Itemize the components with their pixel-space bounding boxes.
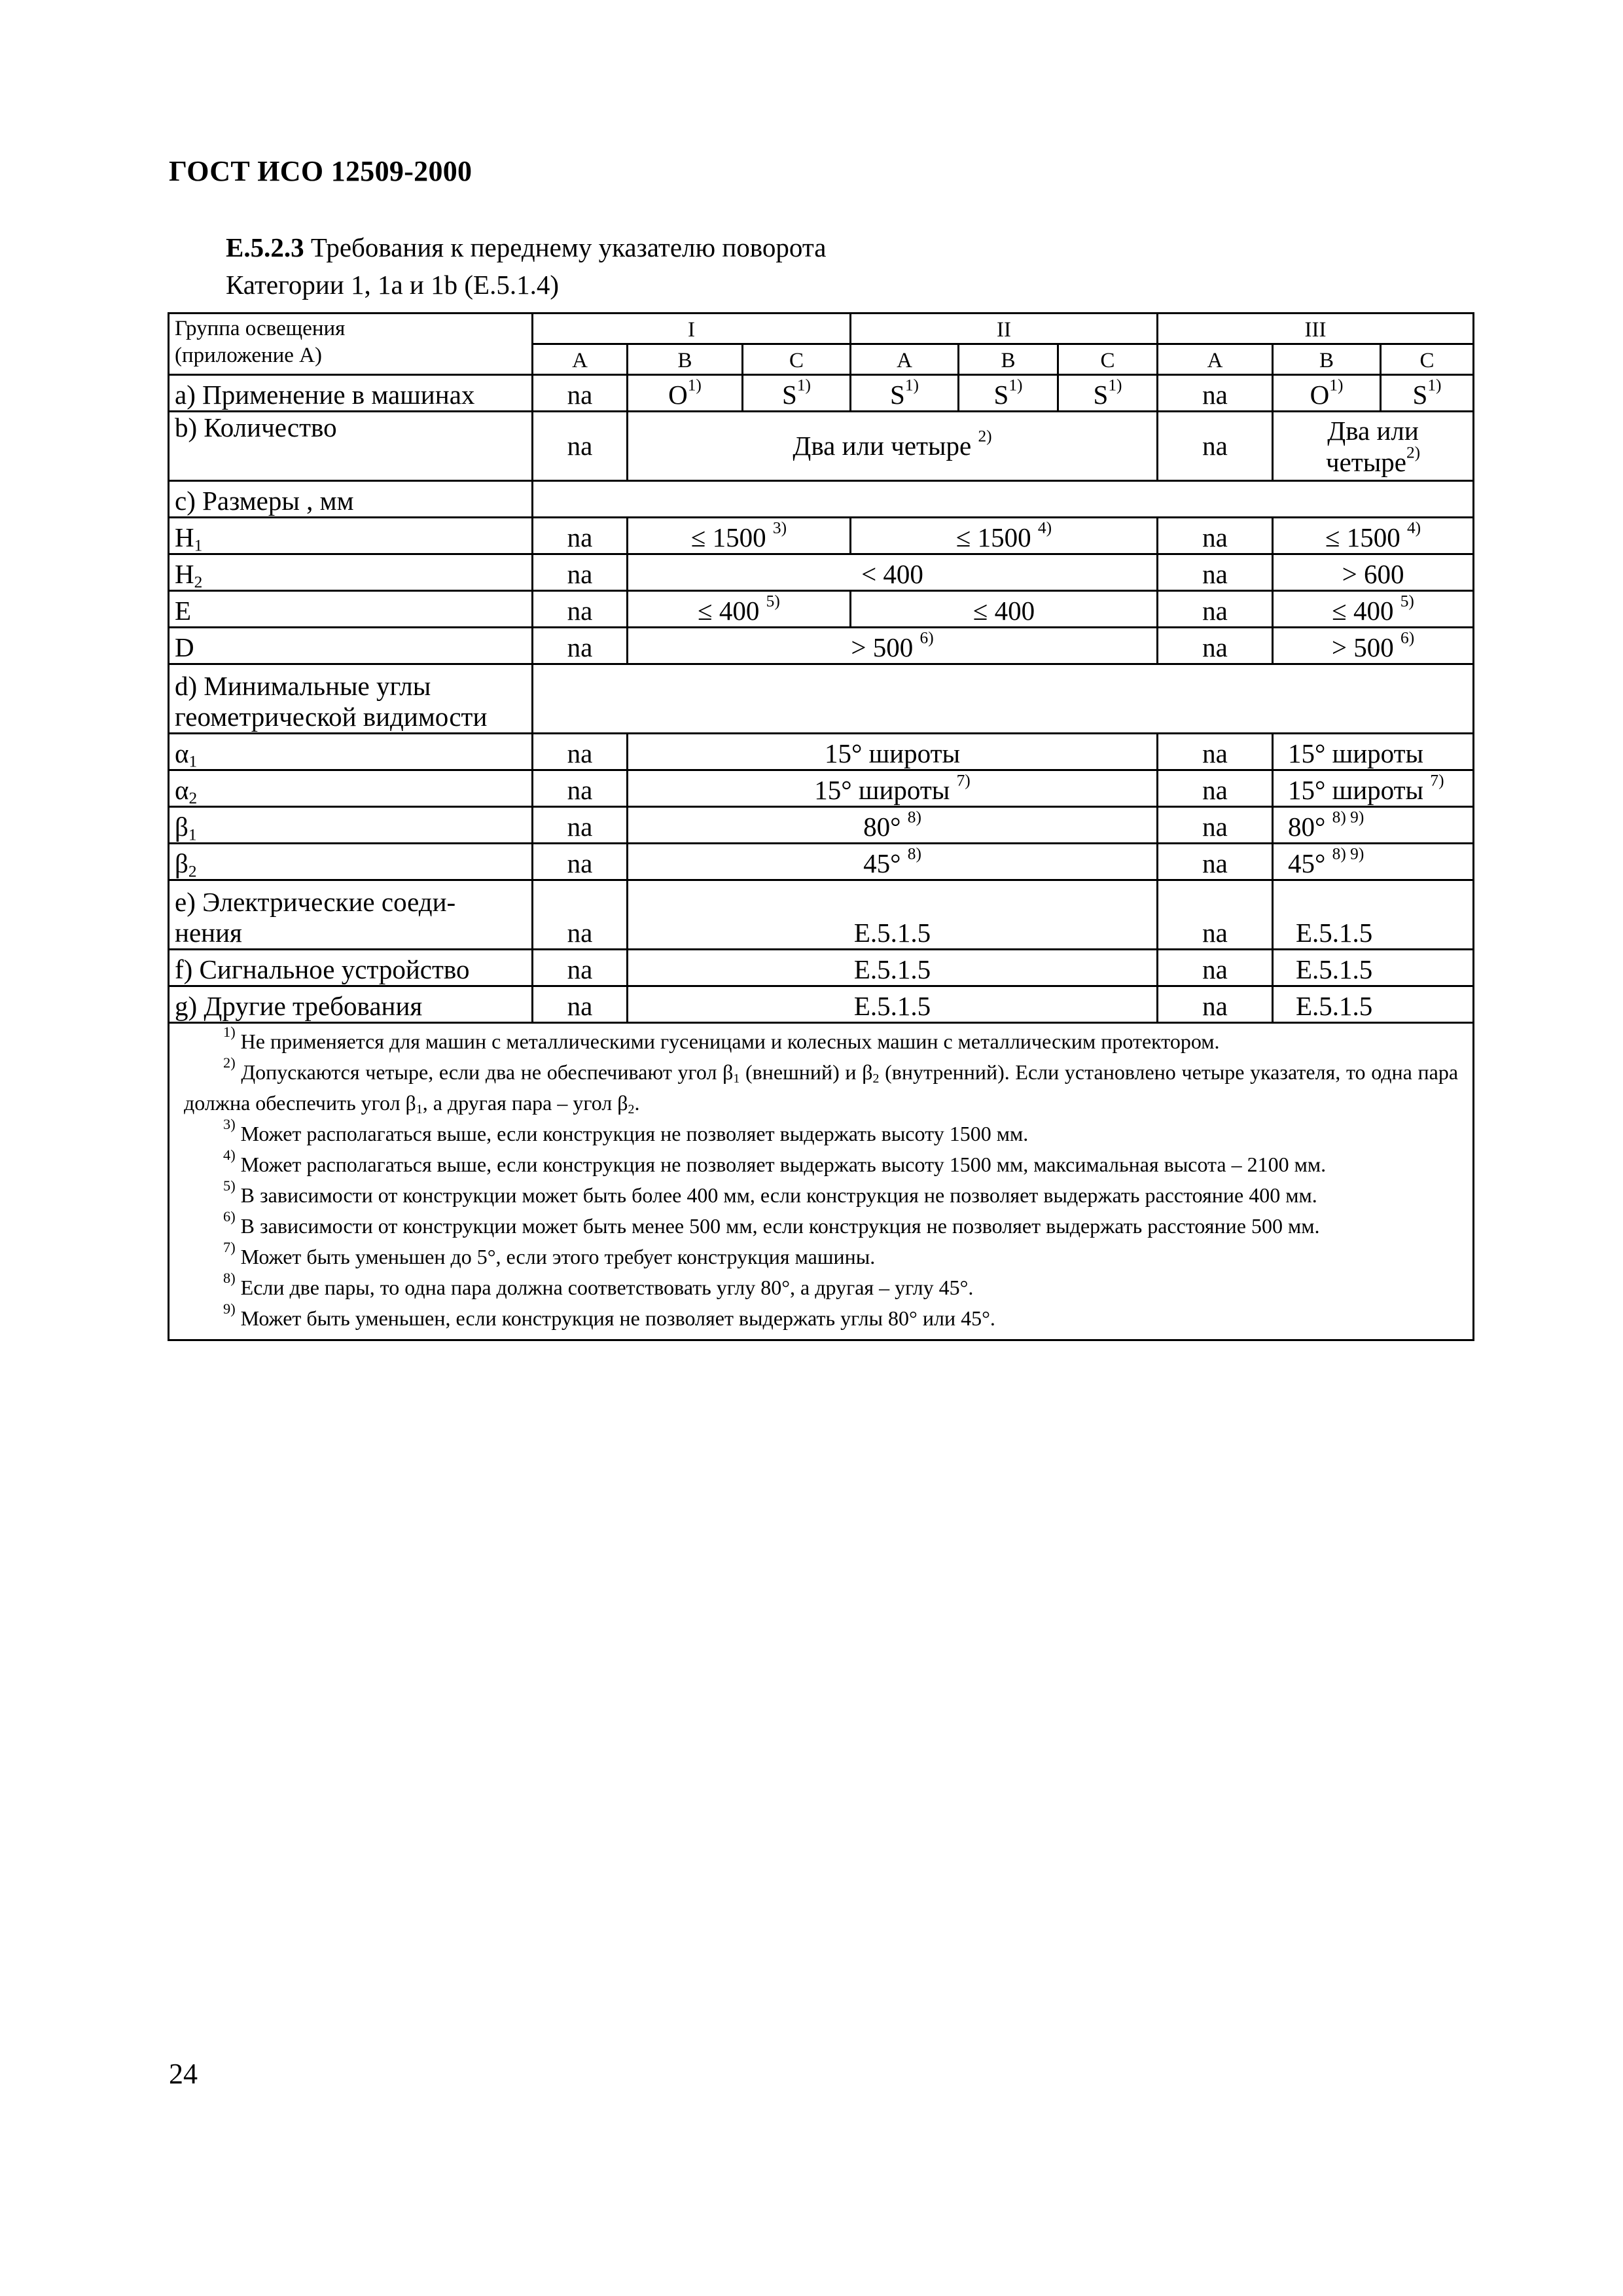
cell-na: na [1158,986,1273,1023]
cell-standard: $S^{1)}$ [743,375,851,412]
cell-optional: $O^{1)}$ [628,375,743,412]
group-label-cell [169,314,533,375]
document-code: ГОСТ ИСО 12509-2000 [169,155,473,187]
cell-na: na [533,950,628,986]
sub-III-B: B [1273,344,1381,375]
row-label: $H_1$ [169,518,533,554]
cell-e-II: ≤ 400 [851,591,1158,628]
cell-na: na [533,734,628,770]
footnote-1: $^{1)}$ Не применяется для машин с металлическими гусеницами и колесных машин с металлическим протектором. [223,1024,1220,1053]
cell-standard: $S^{1)}$ [1381,375,1474,412]
row-label: f) Сигнальное устройство [169,950,533,986]
footnotes [169,1023,1474,1340]
footnote-4: $^{4)}$ Может располагаться выше, если конструкция не позволяет выдержать высоту 1500 мм, максимальная высота – 2100 мм. [223,1147,1327,1176]
row-label: c) Размеры , мм [169,481,533,518]
sub-III-A: A [1158,344,1273,375]
header-row-groups [169,314,1474,344]
cell-d-I-II: > 500 $^{6)}$ [628,628,1158,664]
cell-na: na [1158,807,1273,844]
cell-other-III: E.5.1.5 [1273,986,1474,1023]
cell-na: na [533,518,628,554]
cell-standard: $S^{1)}$ [1058,375,1158,412]
footnote-7: $^{7)}$ Может быть уменьшен до 5°, если этого требует конструкция машины. [223,1239,876,1268]
cell-na: na [1158,950,1273,986]
cell-beta1-I-II: 80° $^{8)}$ [628,807,1158,844]
page-number: 24 [169,2058,198,2090]
cell-empty [533,664,1474,734]
cell-na: na [533,375,628,412]
cell-na: na [533,554,628,591]
cell-na: na [1158,880,1273,950]
cell-beta2-III: 45° $^{8) 9)}$ [1273,844,1474,880]
group-label-line2: (приложение А) [175,344,323,367]
sub-I-B: B [628,344,743,375]
footnote-9: $^{9)}$ Может быть уменьшен, если конструкция не позволяет выдержать углы 80° или 45°. [223,1300,995,1330]
cell-other-I-II: E.5.1.5 [628,986,1158,1023]
cell-na: na [533,807,628,844]
sub-II-B: B [959,344,1058,375]
cell-quantity-I-II: Два или четыре $^{2)}$ [628,412,1158,481]
cell-electrical-I-II: E.5.1.5 [628,880,1158,950]
sub-II-C: C [1058,344,1158,375]
cell-na: na [1158,734,1273,770]
cell-na: na [1158,844,1273,880]
cell-na: na [533,844,628,880]
row-beta1 [169,807,1474,844]
group-label-line1: Группа освещения [175,317,346,340]
sub-III-C: C [1381,344,1474,375]
cell-na: na [533,628,628,664]
cell-h1-II: ≤ 1500 $^{4)}$ [851,518,1158,554]
footnote-6: $^{6)}$ В зависимости от конструкции может быть менее 500 мм, если конструкция не позволяет выдержать расстояние 500 мм. [223,1208,1320,1238]
sub-I-A: A [533,344,628,375]
row-label: $\beta_1$ [169,807,533,844]
row-application [169,375,1474,412]
row-signal [169,950,1474,986]
cell-na: na [533,986,628,1023]
row-label: E [169,591,533,628]
cell-alpha2-III: 15° широты $^{7)}$ [1273,770,1474,807]
cell-standard: $S^{1)}$ [851,375,959,412]
cell-beta2-I-II: 45° $^{8)}$ [628,844,1158,880]
footnotes-row [169,1023,1474,1340]
row-label: e) Электрические соеди- нения [169,880,533,950]
cell-alpha1-III: 15° широты [1273,734,1474,770]
cell-standard: $S^{1)}$ [959,375,1058,412]
cell-na: na [1158,770,1273,807]
cell-na: na [533,880,628,950]
row-alpha2 [169,770,1474,807]
row-label: $\beta_2$ [169,844,533,880]
cell-na: na [533,591,628,628]
row-e [169,591,1474,628]
cell-na: na [1158,375,1273,412]
row-h1 [169,518,1474,554]
requirements-table [168,312,1474,1341]
row-label: $\alpha_2$ [169,770,533,807]
cell-e-III: ≤ 400 $^{5)}$ [1273,591,1474,628]
cell-h2-III: > 600 [1273,554,1474,591]
section-heading [226,229,826,304]
group-II: II [851,314,1158,344]
cell-beta1-III: 80° $^{8) 9)}$ [1273,807,1474,844]
row-label: D [169,628,533,664]
cell-na: na [1158,554,1273,591]
row-beta2 [169,844,1474,880]
cell-d-III: > 500 $^{6)}$ [1273,628,1474,664]
row-alpha1 [169,734,1474,770]
section-title-line [226,229,826,266]
row-h2 [169,554,1474,591]
section-number: E.5.2.3 [226,232,304,262]
cell-signal-III: E.5.1.5 [1273,950,1474,986]
cell-na: na [1158,412,1273,481]
row-label: g) Другие требования [169,986,533,1023]
cell-h1-III: ≤ 1500 $^{4)}$ [1273,518,1474,554]
cell-na: na [1158,518,1273,554]
group-III: III [1158,314,1474,344]
cell-h1-I: ≤ 1500 $^{3)}$ [628,518,851,554]
cell-na: na [1158,628,1273,664]
row-label: d) Минимальные углы геометрической видимости [169,664,533,734]
cell-alpha1-I-II: 15° широты [628,734,1158,770]
footnote-3: $^{3)}$ Может располагаться выше, если конструкция не позволяет выдержать высоту 1500 мм. [223,1116,1029,1145]
row-d [169,628,1474,664]
cell-na: na [533,412,628,481]
cell-empty [533,481,1474,518]
cell-na: na [1158,591,1273,628]
row-label: $\alpha_1$ [169,734,533,770]
row-quantity [169,412,1474,481]
group-I: I [533,314,851,344]
cell-h2-I-II: < 400 [628,554,1158,591]
row-label: b) Количество [169,412,533,481]
row-other [169,986,1474,1023]
footnote-2: $^{2)}$ Допускаются четыре, если два не обеспечивают угол $\beta_1$ (внешний) и $\beta_2$ (внутренний). Если установлено четыре указателя, то одна пара должна обеспечить угол $\beta_1$, а другая пара – угол $\beta_2$. [184,1054,1459,1117]
cell-optional: $O^{1)}$ [1273,375,1381,412]
footnote-8: $^{8)}$ Если две пары, то одна пара должна соответствовать углу 80°, а другая – углу 45°. [223,1270,974,1299]
row-dimensions [169,481,1474,518]
row-label: $H_2$ [169,554,533,591]
cell-signal-I-II: E.5.1.5 [628,950,1158,986]
cell-quantity-III: Два или четыре$^{2)}$ [1273,412,1474,481]
cell-e-I: ≤ 400 $^{5)}$ [628,591,851,628]
sub-I-C: C [743,344,851,375]
footnote-5: $^{5)}$ В зависимости от конструкции может быть более 400 мм, если конструкция не позволяет выдержать расстояние 400 мм. [223,1177,1317,1207]
cell-na: na [533,770,628,807]
section-title: Требования к переднему указателю поворота [304,232,827,262]
row-electrical [169,880,1474,950]
row-label: a) Применение в машинах [169,375,533,412]
sub-II-A: A [851,344,959,375]
section-subtitle: Категории 1, 1a и 1b (E.5.1.4) [226,270,559,300]
cell-electrical-III: E.5.1.5 [1273,880,1474,950]
cell-alpha2-I-II: 15° широты $^{7)}$ [628,770,1158,807]
row-visibility-angles [169,664,1474,734]
